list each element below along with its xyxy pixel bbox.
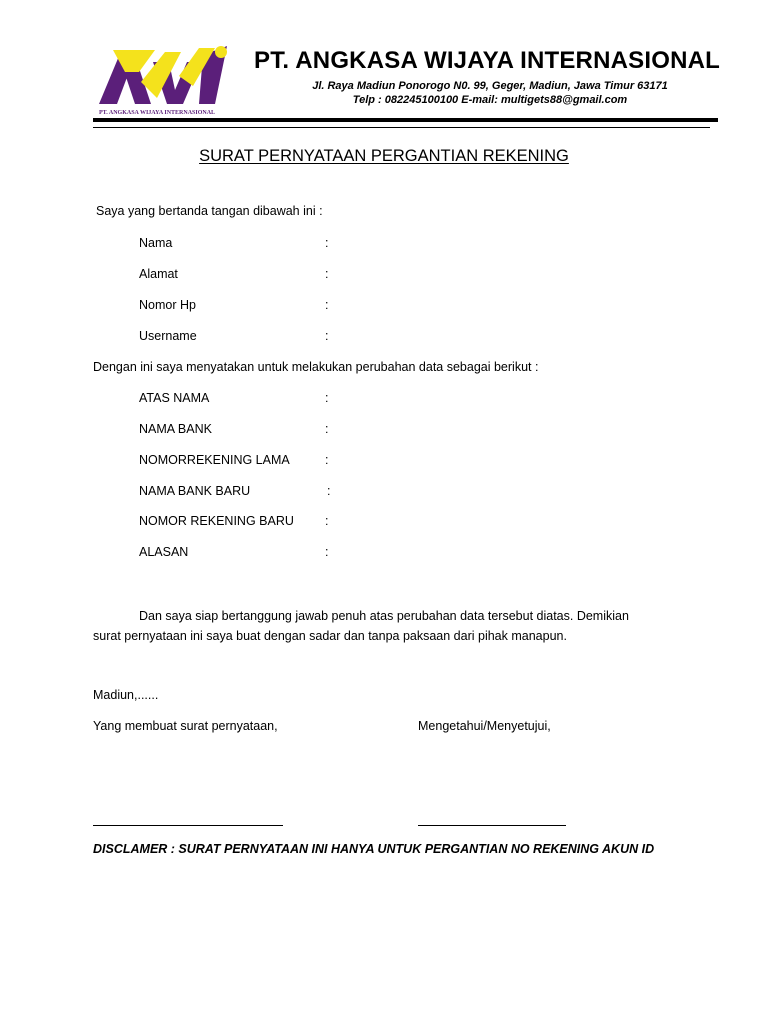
field-colon: : (325, 329, 329, 343)
signer-signature-line (93, 825, 283, 826)
field-label-nomor-hp: Nomor Hp (139, 298, 196, 312)
field-label-username: Username (139, 329, 197, 343)
field-colon: : (325, 514, 329, 528)
statement-text: Dengan ini saya menyatakan untuk melakukan perubahan data sebagai berikut : (93, 360, 539, 374)
field-label-alasan: ALASAN (139, 545, 189, 559)
document-title (0, 147, 768, 166)
field-label-alamat: Alamat (139, 267, 178, 281)
document-title-text: SURAT PERNYATAAN PERGANTIAN REKENING (199, 147, 569, 165)
letterhead-divider-thick (93, 118, 718, 122)
field-label-nama: Nama (139, 236, 173, 250)
logo-caption: PT. ANGKASA WIJAYA INTERNASIONAL (99, 110, 216, 116)
field-colon: : (327, 484, 331, 498)
field-label-nomor-rekening-lama: NOMORREKENING LAMA (139, 453, 290, 467)
letterhead-divider-thin (93, 127, 710, 128)
approver-signature-line (418, 825, 566, 826)
field-colon: : (325, 422, 329, 436)
approver-label: Mengetahui/Menyetujui, (418, 719, 551, 733)
field-label-nama-bank-baru: NAMA BANK BARU (139, 484, 251, 498)
signer-label: Yang membuat surat pernyataan, (93, 719, 278, 733)
place-date: Madiun,...... (93, 688, 159, 702)
closing-paragraph: Dan saya siap bertanggung jawab penuh atas perubahan data tersebut diatas. Demikian surat pernyataan ini saya buat dengan sadar dan tanpa paksaan dari pihak manapun. (93, 609, 629, 643)
field-colon: : (325, 453, 329, 467)
field-label-atas-nama: ATAS NAMA (139, 391, 210, 405)
field-colon: : (325, 298, 329, 312)
field-label-nama-bank: NAMA BANK (139, 422, 212, 436)
company-logo (95, 42, 235, 118)
field-colon: : (325, 391, 329, 405)
company-contact: Telp : 082245100100 E-mail: multigets88@gmail.com (352, 94, 628, 106)
company-name: PT. ANGKASA WIJAYA INTERNASIONAL (254, 47, 721, 74)
field-colon: : (325, 267, 329, 281)
intro-text: Saya yang bertanda tangan dibawah ini : (96, 204, 323, 218)
field-colon: : (325, 236, 329, 250)
field-label-nomor-rekening-baru: NOMOR REKENING BARU (139, 514, 294, 528)
company-address: Jl. Raya Madiun Ponorogo N0. 99, Geger, Madiun, Jawa Timur 63171 (312, 80, 668, 92)
field-colon: : (325, 545, 329, 559)
disclaimer: DISCLAMER : SURAT PERNYATAAN INI HANYA UNTUK PERGANTIAN NO REKENING AKUN ID (93, 842, 655, 856)
